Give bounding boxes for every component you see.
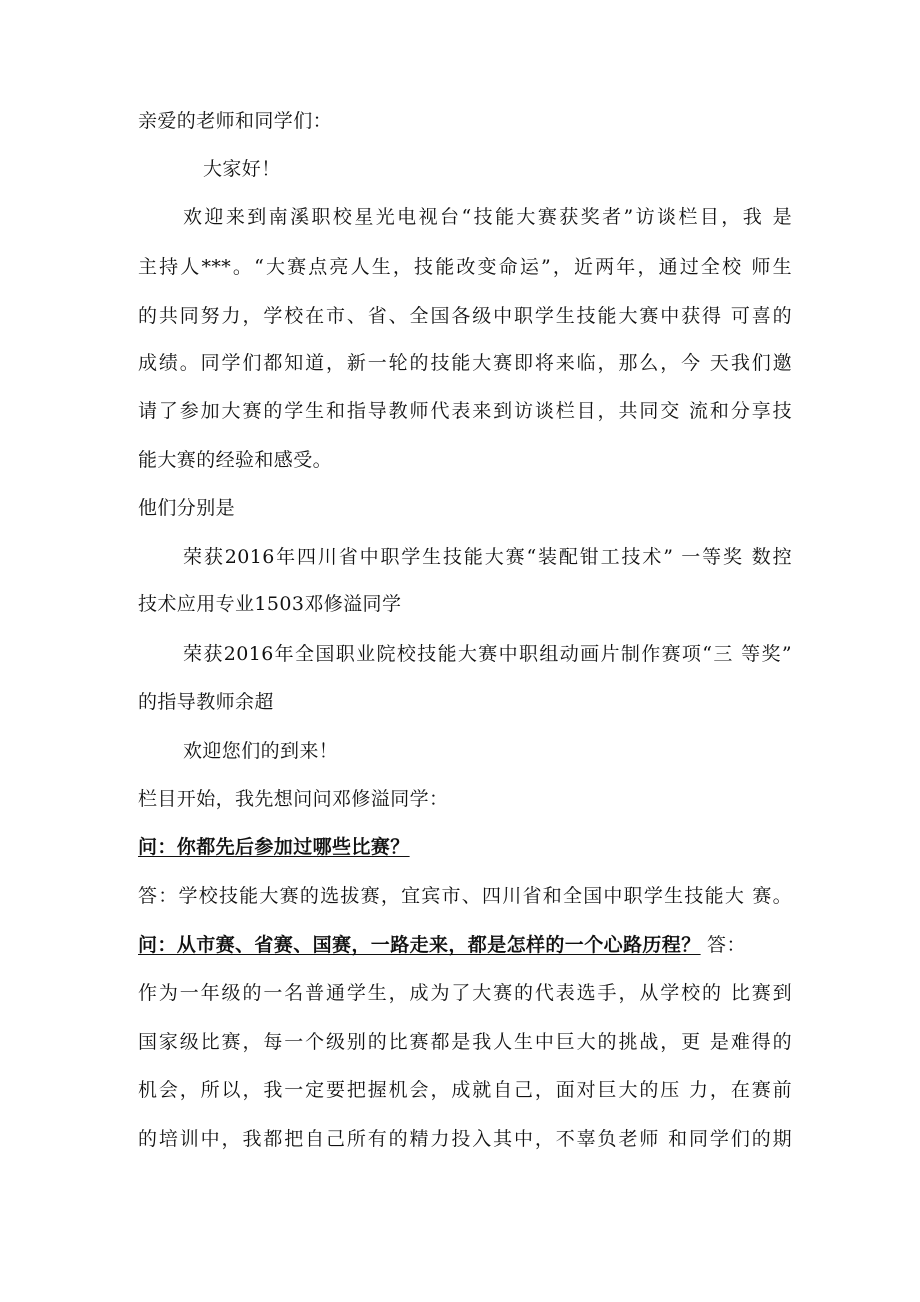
intro-line-4: 成绩。同学们都知道，新一轮的技能大赛即将来临，那么，今 天我们邀 xyxy=(138,352,792,374)
start-line: 栏目开始，我先想问问邓修溢同学： xyxy=(138,788,449,810)
guest2-line-1: 荣获2016年全国职业院校技能大赛中职组动画片制作赛项“三 等奖” xyxy=(183,643,792,665)
hello-line: 大家好！ xyxy=(203,158,281,180)
welcome-line: 欢迎您们的到来！ xyxy=(183,740,339,762)
answer-2-line-4: 的培训中，我都把自己所有的精力投入其中，不辜负老师 和同学们的期 xyxy=(138,1128,792,1150)
intro-line-3: 的共同努力，学校在市、省、全国各级中职学生技能大赛中获得 可喜的 xyxy=(138,305,792,327)
guest1-line-1: 荣获2016年四川省中职学生技能大赛“装配钳工技术” 一等奖 数控 xyxy=(183,546,792,568)
answer-2-line-2: 国家级比赛，每一个级别的比赛都是我人生中巨大的挑战，更 是难得的 xyxy=(138,1031,792,1053)
answer-2-line-1: 作为一年级的一名普通学生，成为了大赛的代表选手，从学校的 比赛到 xyxy=(138,982,792,1004)
intro-line-2: 主持人***。“大赛点亮人生，技能改变命运”，近两年，通过全校 师生 xyxy=(138,256,792,278)
guest2-line-2: 的指导教师余超 xyxy=(138,691,274,713)
greeting-line: 亲爱的老师和同学们： xyxy=(138,110,333,132)
question-2-text: 问：从市赛、省赛、国赛，一路走来，都是怎样的一个心路历程？ xyxy=(138,934,701,956)
question-1 xyxy=(138,834,792,860)
intro-line-1: 欢迎来到南溪职校星光电视台“技能大赛获奖者”访谈栏目，我 是 xyxy=(183,206,792,228)
answer-2-line-3: 机会，所以，我一定要把握机会，成就自己，面对巨大的压 力，在赛前 xyxy=(138,1079,792,1101)
question-1-text: 问：你都先后参加过哪些比赛？ xyxy=(138,836,410,858)
question-2 xyxy=(138,932,792,958)
answer-2-label: 答： xyxy=(700,934,746,956)
answer-1: 答：学校技能大赛的选拔赛，宜宾市、四川省和全国中职学生技能大 赛。 xyxy=(138,885,792,907)
intro-line-5: 请了参加大赛的学生和指导教师代表来到访谈栏目，共同交 流和分享技 xyxy=(138,400,792,422)
they-are-line: 他们分别是 xyxy=(138,497,236,519)
intro-line-6: 能大赛的经验和感受。 xyxy=(138,449,333,471)
guest1-line-2: 技术应用专业1503邓修溢同学 xyxy=(138,593,402,615)
